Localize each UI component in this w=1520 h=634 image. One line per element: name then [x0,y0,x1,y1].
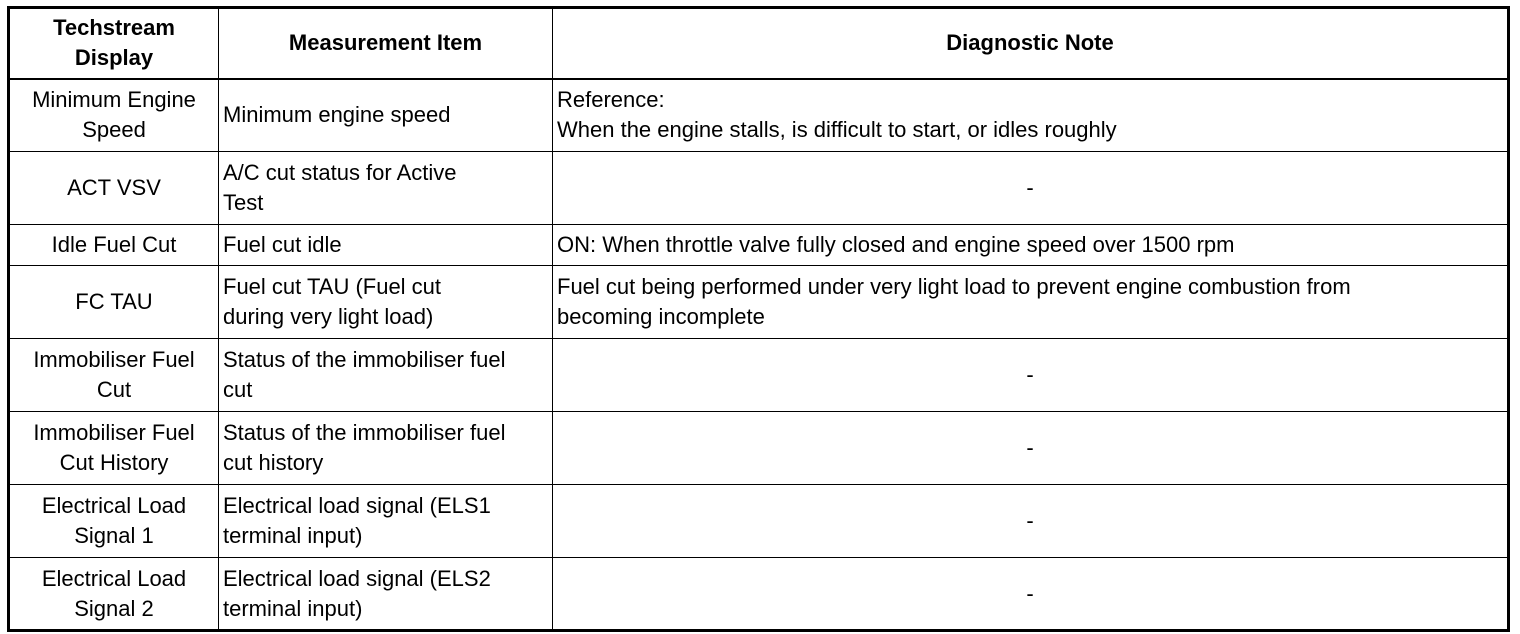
diagnostic-note-cell: Fuel cut being performed under very light load to prevent engine combustion from becoming incomplete [553,266,1509,339]
table-row [9,225,1509,266]
diagnostic-note-cell: Reference: When the engine stalls, is difficult to start, or idles roughly [553,79,1509,152]
header-measurement-item: Measurement Item [219,8,553,79]
diagnostic-note-cell: - [553,339,1509,412]
measurement-item-cell: Electrical load signal (ELS1 terminal input) [219,485,553,558]
display-cell: Electrical Load Signal 1 [9,485,219,558]
measurement-item-cell: Minimum engine speed [219,79,553,152]
table-row [9,485,1509,558]
header-techstream-display: Techstream Display [9,8,219,79]
table-header-row [9,8,1509,79]
diagnostic-note-cell: - [553,558,1509,631]
table-row [9,558,1509,631]
measurement-item-cell: Fuel cut idle [219,225,553,266]
measurement-item-cell: Status of the immobiliser fuel cut [219,339,553,412]
diagnostic-note-cell: - [553,412,1509,485]
display-cell: FC TAU [9,266,219,339]
display-cell: Electrical Load Signal 2 [9,558,219,631]
table-row [9,339,1509,412]
table-row [9,79,1509,152]
diagnostic-data-table [7,6,1510,632]
diagnostic-note-cell: ON: When throttle valve fully closed and engine speed over 1500 rpm [553,225,1509,266]
display-cell: Idle Fuel Cut [9,225,219,266]
diagnostic-note-cell: - [553,485,1509,558]
measurement-item-cell: A/C cut status for Active Test [219,152,553,225]
header-diagnostic-note: Diagnostic Note [553,8,1509,79]
table-row [9,412,1509,485]
display-cell: ACT VSV [9,152,219,225]
display-cell: Minimum Engine Speed [9,79,219,152]
table-row [9,266,1509,339]
table-row [9,152,1509,225]
measurement-item-cell: Status of the immobiliser fuel cut history [219,412,553,485]
display-cell: Immobiliser Fuel Cut History [9,412,219,485]
measurement-item-cell: Electrical load signal (ELS2 terminal input) [219,558,553,631]
diagnostic-note-cell: - [553,152,1509,225]
display-cell: Immobiliser Fuel Cut [9,339,219,412]
diagnostic-table-container [7,6,1510,632]
measurement-item-cell: Fuel cut TAU (Fuel cut during very light load) [219,266,553,339]
